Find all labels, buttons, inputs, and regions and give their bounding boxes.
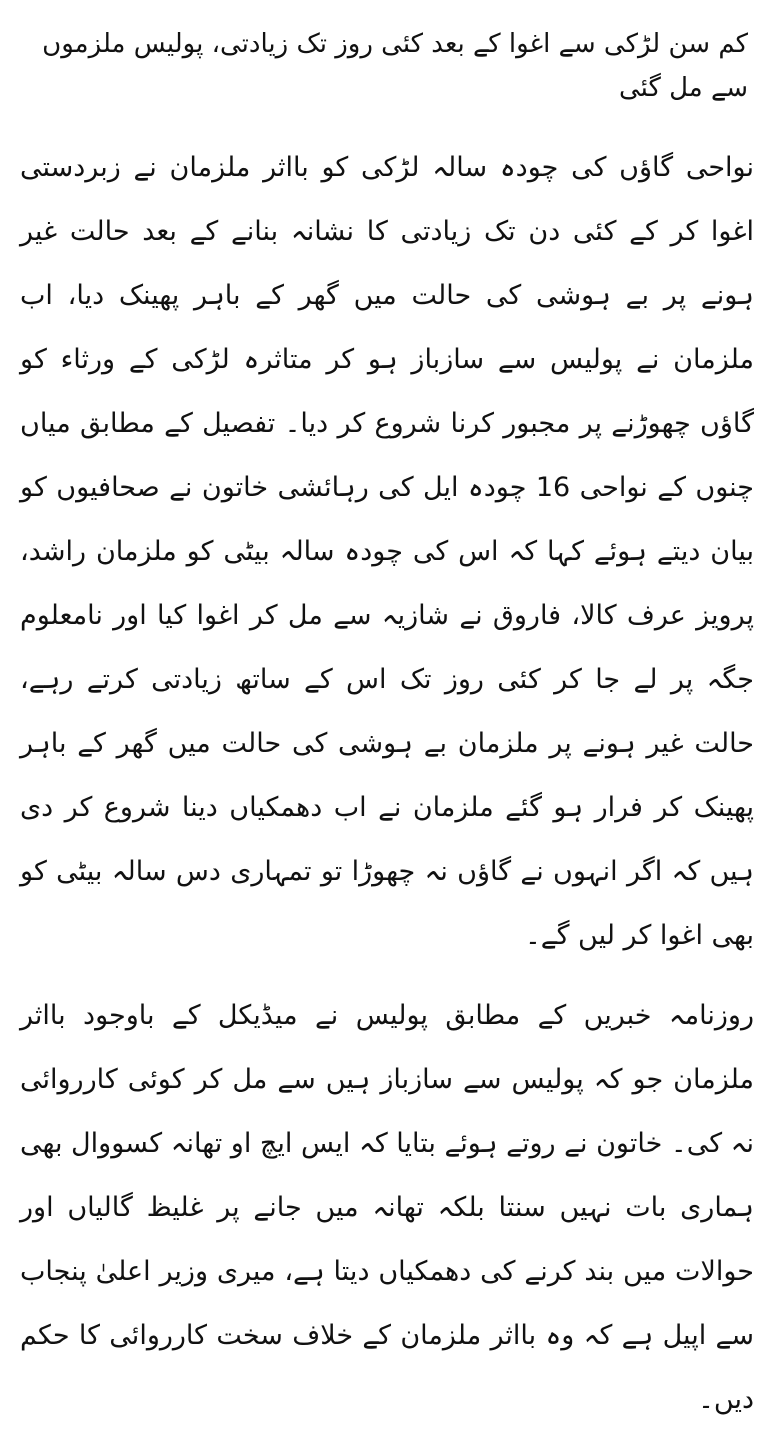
article-paragraph-1: نواحی گاؤں کی چودہ سالہ لڑکی کو بااثر ملزمان نے زبردستی اغوا کر کے کئی دن تک زیادتی کا نشانہ بنانے کے بعد حالت غیر ہونے پر بے ہوشی کی حالت میں گھر کے باہر پھینک دیا، اب ملزمان نے پولیس سے سازباز ہو کر متاثرہ لڑکی کے ورثاء کو گاؤں چھوڑنے پر مجبور کرنا شروع کر دیا۔ تفصیل کے مطابق میاں چنوں کے نواحی 16 چودہ ایل کی رہائشی خاتون نے صحافیوں کو بیان دیتے ہوئے کہا کہ اس کی چودہ سالہ بیٹی کو ملزمان راشد، پرویز عرف کالا، فاروق نے شازیہ سے مل کر اغوا کیا اور نامعلوم جگہ پر لے جا کر کئی روز تک اس کے ساتھ زیادتی کرتے رہے، حالت غیر ہونے پر ملزمان بے ہوشی کی حالت میں گھر کے باہر پھینک کر فرار ہو گئے ملزمان نے اب دھمکیاں دینا شروع کر دی ہیں کہ اگر انہوں نے گاؤں نہ چھوڑا تو تمہاری دس سالہ بیٹی کو بھی اغوا کر لیں گے۔ — [20, 152, 754, 951]
article-paragraph-2: روزنامہ خبریں کے مطابق پولیس نے میڈیکل کے باوجود بااثر ملزمان جو کہ پولیس سے سازباز ہیں سے مل کر کوئی کارروائی نہ کی۔ خاتون نے روتے ہوئے بتایا کہ ایس ایچ او تھانہ کسووال بھی ہماری بات نہیں سنتا بلکہ تھانہ میں جانے پر غلیظ گالیاں اور حوالات میں بند کرنے کی دھمکیاں دیتا ہے، میری وزیر اعلیٰ پنجاب سے اپیل ہے کہ وہ بااثر ملزمان کے خلاف سخت کارروائی کا حکم دیں۔ — [20, 1000, 754, 1415]
article-headline: کم سن لڑکی سے اغوا کے بعد کئی روز تک زیادتی، پولیس ملزموں سے مل گئی — [42, 29, 748, 103]
